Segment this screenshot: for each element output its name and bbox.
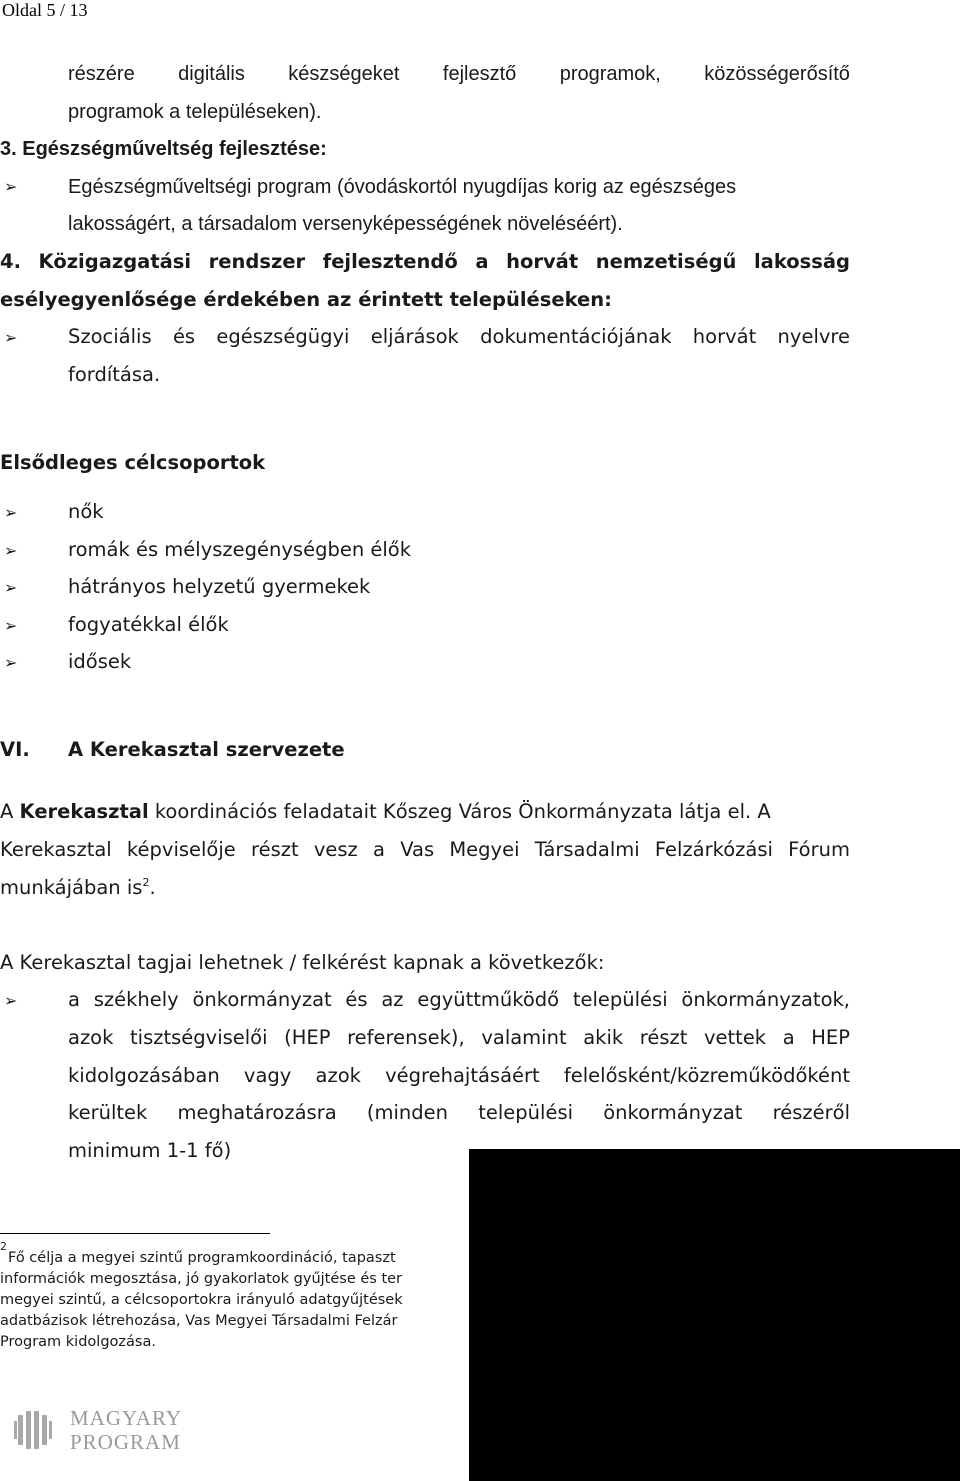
bullet-arrow-icon: ➢: [4, 177, 18, 196]
page-number-label: Oldal 5 / 13: [2, 0, 88, 20]
section-title: A Kerekasztal szervezete: [68, 738, 345, 761]
member-bullet-line: azok tisztségviselői (HEP referensek), valamint akik részt vettek a HEP: [68, 1026, 850, 1049]
bullet-text-line: lakosságért, a társadalom versenyképességének növeléséért).: [68, 213, 623, 235]
footnote-line: Fő célja a megyei szintű programkoordináció, tapaszt: [8, 1250, 396, 1266]
target-groups-heading: Elsődleges célcsoportok: [0, 451, 266, 474]
section-heading-4-cont: esélyegyenlősége érdekében az érintett településeken:: [0, 288, 612, 311]
paragraph-line: A Kerekasztal koordinációs feladatait Kőszeg Város Önkormányzata látja el. A: [0, 800, 771, 823]
section-number: VI.: [0, 738, 30, 761]
section-heading-4: 4. Közigazgatási rendszer fejlesztendő a horvát nemzetiségű lakosság: [0, 250, 850, 273]
member-bullet-line: a székhely önkormányzat és az együttműködő települési önkormányzatok,: [68, 988, 850, 1011]
bullet-arrow-icon: ➢: [4, 991, 18, 1010]
bullet-arrow-icon: ➢: [4, 541, 18, 560]
target-group-item: idősek: [68, 650, 132, 673]
bullet-arrow-icon: ➢: [4, 653, 18, 672]
paragraph-line: programok a településeken).: [68, 101, 322, 123]
logo-emblem-icon: [10, 1407, 56, 1453]
redaction-block: [469, 1149, 960, 1481]
logo-text-line1: MAGYARY: [70, 1406, 183, 1430]
footnote-line: Program kidolgozása.: [0, 1334, 156, 1350]
bullet-text-line: Szociális és egészségügyi eljárások dokumentációjának horvát nyelvre: [68, 325, 850, 348]
paragraph-line: munkájában $is^2$.: [0, 876, 156, 899]
footnote-line: megyei szintű, a célcsoportokra irányuló adatgyűjtések: [0, 1292, 403, 1308]
footnote-line: információk megosztása, jó gyakorlatok gyűjtése és ter: [0, 1271, 403, 1287]
bullet-arrow-icon: ➢: [4, 578, 18, 597]
member-bullet-line: kerültek meghatározásra (minden települési önkormányzat részéről: [68, 1101, 850, 1124]
logo-text-line2: PROGRAM: [70, 1430, 181, 1454]
paragraph-line: Kerekasztal képviselője részt vesz a Vas Megyei Társadalmi Felzárkózási Fórum: [0, 838, 850, 861]
kerekasztal-bold: Kerekasztal: [19, 800, 149, 823]
target-group-item: nők: [68, 500, 104, 523]
target-group-item: fogyatékkal élők: [68, 613, 229, 636]
footnote-separator: [0, 1233, 270, 1234]
footnote-reference[interactable]: 2: [142, 876, 150, 889]
bullet-text-line: Egészségműveltségi program (óvodáskortól nyugdíjas korig az egészséges: [68, 176, 737, 198]
member-bullet-line: kidolgozásában vagy azok végrehajtásáért felelősként/közreműködőként: [68, 1064, 850, 1087]
paragraph-line-justified: részére digitális készségeket fejlesztő programok, közösségerősítő: [68, 63, 850, 85]
member-bullet-line: minimum 1-1 fő): [68, 1139, 232, 1162]
paragraph-line: A Kerekasztal tagjai lehetnek / felkérést kapnak a következők:: [0, 951, 605, 974]
bullet-arrow-icon: ➢: [4, 616, 18, 635]
section-heading-3: 3. Egészségműveltség fejlesztése:: [0, 138, 327, 160]
bullet-arrow-icon: ➢: [4, 328, 18, 347]
magyary-program-logo: [10, 1405, 190, 1455]
target-group-item: romák és mélyszegénységben élők: [68, 538, 412, 561]
target-group-item: hátrányos helyzetű gyermekek: [68, 575, 371, 598]
bullet-text-line: fordítása.: [68, 363, 161, 386]
footnote-number: 2: [0, 1240, 7, 1253]
footnote-line: adatbázisok létrehozása, Vas Megyei Társadalmi Felzár: [0, 1313, 398, 1329]
bullet-arrow-icon: ➢: [4, 503, 18, 522]
